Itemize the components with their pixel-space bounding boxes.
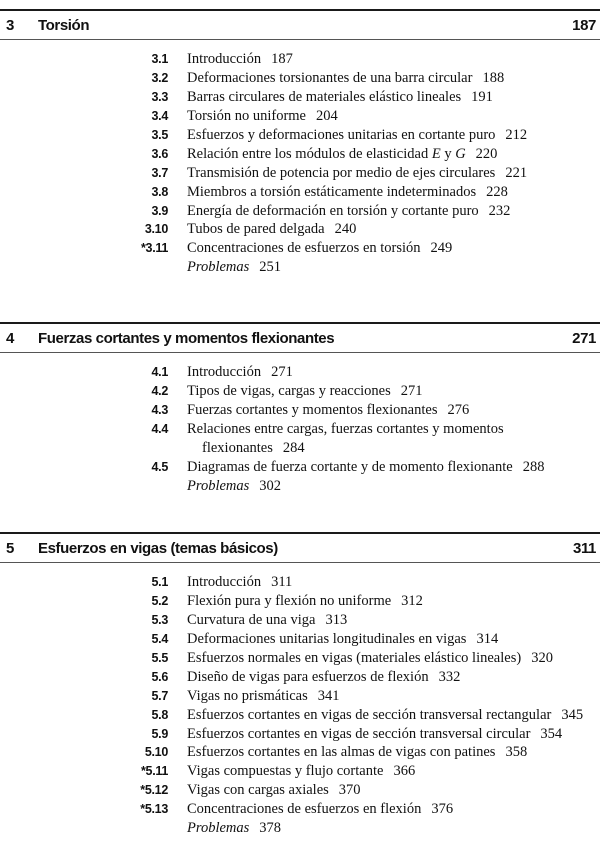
section-title: Vigas no prismáticas (187, 687, 308, 704)
section-number: 4.5 (151, 459, 168, 474)
section-page: 345 (561, 706, 584, 723)
section-number: 5.3 (151, 612, 168, 627)
toc-entry[interactable] (0, 458, 600, 477)
section-number: 4.1 (151, 365, 168, 379)
section-title: Transmisión de potencia por medio de ejes circulares (187, 164, 496, 181)
toc-entry[interactable] (0, 164, 600, 183)
section-title: Introducción (187, 364, 262, 380)
section-page: 191 (471, 88, 493, 105)
section-title: Flexión pura y flexión no uniforme (187, 592, 392, 609)
toc-entry[interactable] (0, 239, 600, 258)
chapter-subrule (0, 352, 600, 353)
section-title: Deformaciones unitarias longitudinales en vigas (187, 630, 467, 647)
chapter-page: 311 (573, 540, 596, 557)
section-page: 276 (447, 401, 470, 418)
chapter-heading (0, 330, 600, 350)
problems-page: 251 (259, 259, 282, 276)
section-number: 3.10 (144, 222, 168, 237)
section-page: 366 (393, 763, 416, 780)
section-list (0, 50, 600, 277)
section-page: 240 (334, 221, 357, 238)
section-title: Diagramas de fuerza cortante y de momento flexionante (187, 458, 513, 475)
section-number: 5.1 (151, 575, 168, 589)
section-title: Esfuerzos cortantes en las almas de vigas con patines (187, 744, 496, 761)
toc-entry[interactable] (0, 706, 600, 725)
chapter-number: 4 (6, 330, 14, 347)
section-page: 220 (475, 145, 498, 162)
toc-entry[interactable] (0, 126, 600, 145)
toc-entry[interactable] (0, 88, 600, 107)
toc-entry[interactable] (0, 592, 600, 611)
chapter-title: Fuerzas cortantes y momentos flexionantes (38, 330, 335, 347)
toc-entry[interactable] (0, 145, 600, 164)
section-page: 188 (482, 69, 505, 86)
toc-entry[interactable] (0, 363, 600, 382)
toc-entry[interactable] (0, 725, 600, 744)
section-number: 5.9 (151, 726, 168, 741)
section-number: 3.5 (151, 127, 168, 142)
section-number: *5.13 (140, 802, 168, 817)
problems-label: Problemas (187, 259, 250, 276)
toc-entry[interactable] (0, 183, 600, 202)
section-number: 5.7 (151, 688, 168, 703)
section-page: 204 (316, 107, 338, 124)
section-page: 370 (338, 782, 361, 799)
section-number: 4.4 (151, 421, 168, 436)
section-page: 187 (271, 51, 293, 67)
section-title: Vigas compuestas y flujo cortante (187, 763, 384, 780)
toc-entry[interactable] (0, 762, 600, 781)
section-title: Vigas con cargas axiales (187, 782, 329, 799)
section-page: 284 (282, 439, 305, 456)
section-title: Concentraciones de esfuerzos en torsión (187, 240, 421, 257)
toc-entry[interactable] (0, 630, 600, 649)
section-number: 3.6 (151, 146, 168, 161)
section-number: 4.3 (151, 402, 168, 417)
section-page: 312 (401, 592, 423, 609)
toc-entry[interactable] (0, 220, 600, 239)
section-title: Esfuerzos cortantes en vigas de sección transversal rectangular (187, 706, 552, 723)
toc-entry[interactable] (0, 800, 600, 819)
chapter-heading (0, 17, 600, 37)
problems-entry[interactable] (0, 258, 600, 277)
chapter-page: 187 (572, 17, 596, 34)
chapter-number: 3 (6, 17, 14, 34)
section-page: 341 (317, 687, 340, 704)
problems-entry[interactable] (0, 819, 600, 838)
chapter-title: Torsión (38, 17, 90, 34)
section-number: 3.9 (151, 203, 168, 218)
section-title: Tipos de vigas, cargas y reacciones (187, 382, 391, 399)
section-page: 232 (488, 202, 511, 219)
section-number: 3.4 (151, 108, 168, 123)
section-page: 212 (505, 126, 528, 143)
section-title: Concentraciones de esfuerzos en flexión (187, 801, 422, 818)
section-title: Barras circulares de materiales elástico lineales (187, 88, 462, 105)
section-title: Esfuerzos y deformaciones unitarias en cortante puro (187, 126, 496, 143)
section-title: Relación entre los módulos de elasticidad E y G (187, 145, 466, 162)
problems-label: Problemas (187, 820, 250, 837)
problems-page: 302 (259, 477, 282, 494)
section-title: Curvatura de una viga (187, 611, 316, 628)
section-title-continued: flexionantes (202, 439, 273, 456)
section-number: 5.4 (151, 631, 168, 646)
section-page: 271 (400, 382, 423, 399)
section-title: Esfuerzos cortantes en vigas de sección transversal circular (187, 725, 531, 742)
section-page: 271 (271, 364, 293, 380)
toc-entry[interactable] (0, 50, 600, 69)
section-title: Energía de deformación en torsión y cortante puro (187, 202, 479, 219)
toc-entry[interactable] (0, 202, 600, 221)
chapter-rule (0, 322, 600, 324)
section-page: 332 (438, 668, 461, 685)
toc-entry[interactable] (0, 743, 600, 762)
section-title: Introducción (187, 574, 262, 590)
section-number: 5.2 (151, 593, 168, 608)
section-number: 3.1 (151, 52, 168, 66)
section-number: 5.5 (151, 650, 168, 665)
section-number: 3.8 (151, 184, 168, 199)
section-title: Tubos de pared delgada (187, 221, 325, 238)
section-number: 3.3 (151, 89, 168, 104)
problems-label: Problemas (187, 477, 250, 494)
section-number: 3.7 (151, 165, 168, 180)
section-list (0, 573, 600, 838)
problems-page: 378 (259, 820, 282, 837)
section-list (0, 363, 600, 496)
toc-entry[interactable] (0, 781, 600, 800)
section-page: 314 (476, 630, 499, 647)
toc-entry[interactable] (0, 687, 600, 706)
section-title: Deformaciones torsionantes de una barra circular (187, 69, 473, 86)
section-number: *5.12 (140, 783, 168, 798)
toc-entry[interactable] (0, 382, 600, 401)
section-number: 5.8 (151, 707, 168, 722)
toc-entry[interactable] (0, 611, 600, 630)
section-title: Introducción (187, 51, 262, 67)
toc-entry[interactable] (0, 69, 600, 88)
section-page: 376 (431, 801, 454, 818)
section-page: 249 (430, 240, 453, 257)
chapter-title: Esfuerzos en vigas (temas básicos) (38, 540, 278, 557)
section-page: 221 (505, 164, 528, 181)
chapter-rule (0, 9, 600, 11)
section-title: Relaciones entre cargas, fuerzas cortantes y momentos (187, 420, 504, 437)
section-title: Esfuerzos normales en vigas (materiales elástico lineales) (187, 649, 522, 666)
section-page: 311 (271, 574, 293, 590)
chapter-subrule (0, 39, 600, 40)
section-number: 4.2 (151, 383, 168, 398)
problems-entry[interactable] (0, 477, 600, 496)
toc-entry[interactable] (0, 401, 600, 420)
section-page: 313 (325, 611, 348, 628)
section-title: Torsión no uniforme (187, 107, 306, 124)
section-page: 354 (540, 725, 563, 742)
chapter-heading (0, 540, 600, 560)
toc-entry[interactable] (0, 668, 600, 687)
section-page: 320 (531, 649, 553, 666)
chapter-subrule (0, 562, 600, 563)
section-title: Diseño de vigas para esfuerzos de flexión (187, 668, 429, 685)
section-number: 5.6 (151, 669, 168, 684)
chapter-number: 5 (6, 540, 14, 557)
section-number: *5.11 (140, 764, 168, 779)
section-number: *3.11 (140, 241, 168, 256)
toc-entry[interactable] (0, 573, 600, 592)
chapter-page: 271 (572, 330, 596, 347)
section-number: 3.2 (151, 70, 168, 85)
chapter-rule (0, 532, 600, 534)
section-number: 5.10 (144, 745, 168, 760)
toc-entry[interactable] (0, 420, 600, 458)
section-title: Fuerzas cortantes y momentos flexionantes (187, 401, 438, 418)
section-page: 288 (522, 458, 545, 475)
toc-entry[interactable] (0, 649, 600, 668)
section-page: 358 (505, 744, 528, 761)
toc-entry[interactable] (0, 107, 600, 126)
section-page: 228 (486, 183, 508, 200)
section-title: Miembros a torsión estáticamente indeterminados (187, 183, 477, 200)
